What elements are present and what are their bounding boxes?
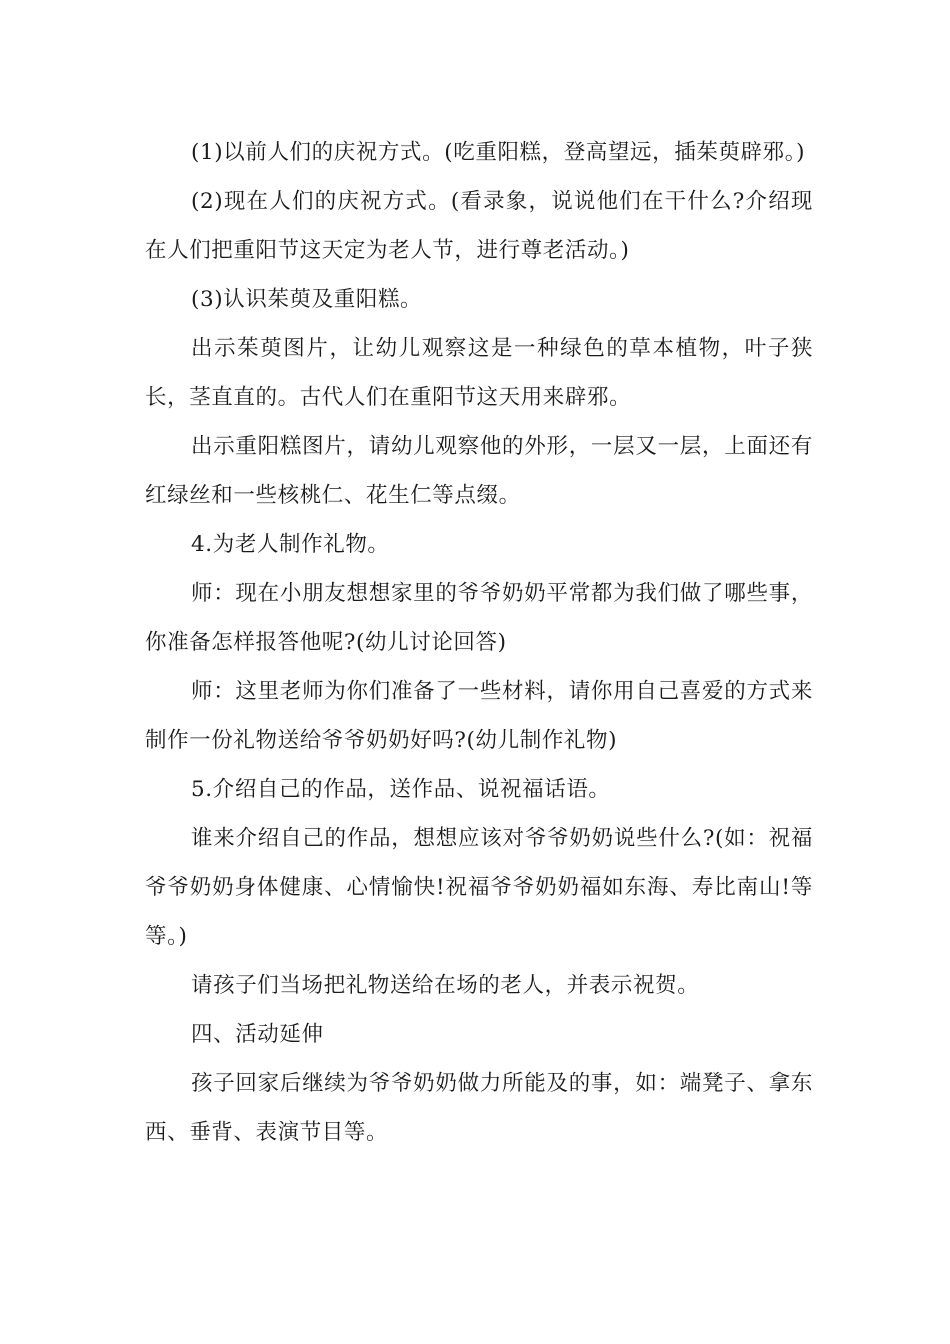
paragraph-teacher-question: 师：现在小朋友想想家里的爷爷奶奶平常都为我们做了哪些事，你准备怎样报答他呢?(幼儿讨论回答) [145,581,813,655]
paragraph-celebration-past: (1)以前人们的庆祝方式。(吃重阳糕，登高望远，插茱萸辟邪。) [191,140,806,165]
paragraph-cake-picture: 出示重阳糕图片，请幼儿观察他的外形，一层又一层，上面还有红绿丝和一些核桃仁、花生仁等点缀。 [145,434,813,508]
paragraph-teacher-materials: 师：这里老师为你们准备了一些材料，请你用自己喜爱的方式来制作一份礼物送给爷爷奶奶好吗?(幼儿制作礼物) [145,679,813,753]
paragraph-introduce-work: 谁来介绍自己的作品，想想应该对爷爷奶奶说些什么?(如：祝福爷爷奶奶身体健康、心情愉快!祝福爷爷奶奶福如东海、寿比南山!等等。) [145,826,813,949]
section-heading-extension: 四、活动延伸 [191,1022,324,1047]
paragraph-know-zhuyu-cake: (3)认识茱萸及重阳糕。 [191,287,423,312]
paragraph-introduce-work-heading: 5.介绍自己的作品，送作品、说祝福话语。 [191,777,611,802]
paragraph-make-gift-heading: 4.为老人制作礼物。 [191,532,390,557]
paragraph-extension: 孩子回家后继续为爷爷奶奶做力所能及的事，如：端凳子、拿东西、垂背、表演节目等。 [145,1071,813,1145]
document-body [145,128,813,1157]
paragraph-give-gift: 请孩子们当场把礼物送给在场的老人，并表示祝贺。 [191,973,700,998]
paragraph-celebration-present: (2)现在人们的庆祝方式。(看录象，说说他们在干什么?介绍现在人们把重阳节这天定为老人节，进行尊老活动。) [145,189,813,263]
paragraph-zhuyu-picture: 出示茱萸图片，让幼儿观察这是一种绿色的草本植物，叶子狭长，茎直直的。古代人们在重阳节这天用来辟邪。 [145,336,813,410]
